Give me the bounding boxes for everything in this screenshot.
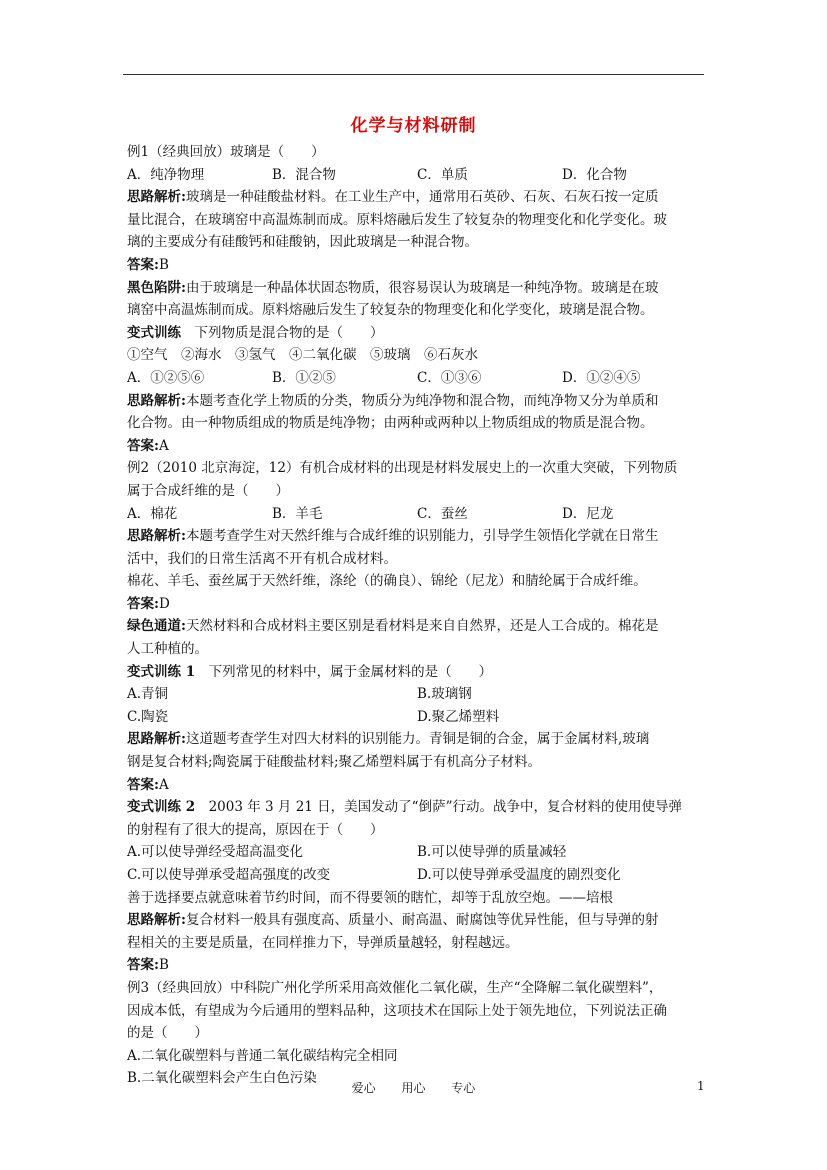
- text-line: 活中，我们的日常生活离不开有机合成材料。: [127, 550, 397, 567]
- labeled-line: [127, 774, 707, 797]
- labeled-line: [127, 615, 707, 638]
- option-text: A.青铜: [127, 686, 169, 703]
- labeled-line: [127, 909, 707, 932]
- text-line: 的射程有了很大的提高，原因在于（ ）: [127, 821, 384, 838]
- text-line: 例3（经典回放）中科院广州化学所采用高效催化二氧化碳，生产“全降解二氧化碳塑料”，: [127, 979, 663, 996]
- labeled-line: [127, 322, 707, 345]
- option-text: C.陶瓷: [127, 708, 169, 725]
- option-text: D.聚乙烯塑料: [417, 708, 500, 725]
- option-text: C.可以使导弹承受超高强度的改变: [127, 867, 331, 883]
- line-text: 本题考查学生对天然纤维与合成纤维的识别能力，引导学生领悟化学就在日常生: [185, 528, 659, 545]
- page-title: 化学与材料研制: [350, 116, 477, 136]
- option-text: B.玻璃钢: [417, 686, 472, 703]
- line-text: A: [158, 437, 169, 454]
- text-line: ①空气 ②海水 ③氢气 ④二氧化碳 ⑤玻璃 ⑥石灰水: [127, 347, 478, 364]
- line-text: 复合材料一般具有强度高、质量小、耐高温、耐腐蚀等优异性能，但与导弹的射: [185, 912, 659, 929]
- line-text: 下列物质是混合物的是（ ）: [181, 324, 384, 341]
- text-line: 化合物。由一种物质组成的物质是纯净物；由两种或两种以上物质组成的物质是混合物。: [127, 415, 654, 432]
- line-text: 下列常见的材料中，属于金属材料的是（ ）: [195, 663, 493, 680]
- line-label: 思路解析:: [127, 912, 186, 929]
- line-text: 玻璃是一种硅酸盐材料。在工业生产中，通常用石英砂、石灰、石灰石按一定质: [185, 189, 659, 206]
- line-label: 思路解析:: [127, 189, 186, 206]
- labeled-line: [127, 525, 707, 548]
- option-row: [127, 841, 707, 864]
- text-line: 的是（ ）: [127, 1025, 208, 1042]
- labeled-line: [127, 254, 707, 277]
- text-line: B.二氧化碳塑料会产生白色污染: [127, 1070, 317, 1087]
- line-label: 思路解析:: [127, 392, 186, 409]
- line-text: 这道题考查学生对四大材料的识别能力。青铜是铜的合金，属于金属材料,玻璃: [185, 731, 650, 748]
- line-label: 变式训练 1: [127, 663, 196, 680]
- text-line: 例2（2010 北京海淀，12）有机合成材料的出现是材料发展史上的一次重大突破，下列物质: [127, 460, 678, 477]
- labeled-line: [127, 954, 707, 977]
- line-text: 2003 年 3 月 21 日，美国发动了“倒萨”行动。战争中，复合材料的使用使导弹: [195, 799, 682, 816]
- document-body: [127, 141, 707, 1090]
- option-text: B.可以使导弹的质量减轻: [417, 844, 567, 861]
- option-row: [127, 706, 707, 729]
- line-label: 答案:: [127, 957, 159, 974]
- page-number: 1: [697, 1079, 705, 1093]
- option-row: [127, 367, 707, 390]
- labeled-line: [127, 186, 707, 209]
- line-label: 思路解析:: [127, 731, 186, 748]
- header-rule: [123, 74, 704, 75]
- option-row: [127, 864, 707, 887]
- option-text: D.可以使导弹承受温度的剧烈变化: [417, 867, 621, 883]
- labeled-line: [127, 390, 707, 413]
- line-text: B: [158, 957, 169, 974]
- option-text: D．①②④⑤: [562, 369, 641, 386]
- option-text: A．①②⑤⑥: [127, 369, 205, 386]
- line-text: 天然材料和合成材料主要区别是看材料是来自自然界，还是人工合成的。棉花是: [185, 618, 659, 635]
- line-label: 思路解析:: [127, 528, 186, 545]
- line-label: 答案:: [127, 256, 159, 273]
- text-line: 璃的主要成分有硅酸钙和硅酸钠，因此玻璃是一种混合物。: [127, 234, 478, 251]
- line-text: B: [158, 256, 169, 273]
- text-line: 属于合成纤维的是（ ）: [127, 482, 289, 499]
- line-label: 答案:: [127, 437, 159, 454]
- line-label: 变式训练: [127, 324, 181, 341]
- text-line: A.二氧化碳塑料与普通二氧化碳结构完全相同: [127, 1047, 398, 1064]
- line-text: 本题考查化学上物质的分类，物质分为纯净物和混合物，而纯净物又分为单质和: [185, 392, 659, 409]
- labeled-line: [127, 593, 707, 616]
- line-label: 答案:: [127, 595, 159, 612]
- labeled-line: [127, 728, 707, 751]
- text-line: 棉花、羊毛、蚕丝属于天然纤维，涤纶（的确良）、锦纶（尼龙）和腈纶属于合成纤维。: [127, 573, 647, 590]
- option-text: A.可以使导弹经受超高温变化: [127, 844, 304, 861]
- text-line: 程相关的主要是质量，在同样推力下，导弹质量越轻，射程越远。: [127, 934, 519, 951]
- option-text: D．尼龙: [562, 505, 614, 522]
- line-label: 黑色陷阱:: [127, 279, 186, 296]
- text-line: 钢是复合材料;陶瓷属于硅酸盐材料;聚乙烯塑料属于有机高分子材料。: [127, 754, 542, 771]
- option-text: C．单质: [417, 166, 468, 183]
- text-line: 人工种植的。: [127, 641, 208, 658]
- option-text: B．混合物: [272, 166, 336, 183]
- line-text: 由于玻璃是一种晶体状固态物质，很容易误认为玻璃是一种纯净物。玻璃是在玻: [185, 279, 659, 296]
- option-row: [127, 164, 707, 187]
- labeled-line: [127, 435, 707, 458]
- text-line: 量比混合，在玻璃窑中高温炼制而成。原料熔融后发生了较复杂的物理变化和化学变化。玻: [127, 211, 667, 228]
- option-text: A．纯净物理: [127, 166, 205, 183]
- text-line: 璃窑中高温炼制而成。原料熔融后发生了较复杂的物理变化和化学变化，玻璃是混合物。: [127, 302, 654, 319]
- option-text: B．①②⑤: [272, 369, 336, 386]
- line-label: 变式训练 2: [127, 799, 196, 816]
- text-line: 因成本低，有望成为今后通用的塑料品种，这项技术在国际上处于领先地位，下列说法正确: [127, 1002, 667, 1019]
- text-line: 善于选择要点就意味着节约时间，而不得要领的瞎忙，却等于乱放空炮。——培根: [127, 889, 613, 906]
- option-text: C．蚕丝: [417, 505, 468, 522]
- option-text: D．化合物: [562, 166, 627, 183]
- option-text: C．①③⑥: [417, 369, 482, 386]
- option-text: B．羊毛: [272, 505, 323, 522]
- labeled-line: [127, 796, 707, 819]
- footer-text: 爱心 用心 专心: [351, 1081, 476, 1095]
- line-label: 答案:: [127, 776, 159, 793]
- option-text: A．棉花: [127, 505, 178, 522]
- labeled-line: [127, 661, 707, 684]
- line-label: 绿色通道:: [127, 618, 186, 635]
- text-line: 例1（经典回放）玻璃是（ ）: [127, 144, 325, 160]
- line-text: A: [158, 776, 169, 793]
- option-row: [127, 683, 707, 706]
- option-row: [127, 503, 707, 526]
- line-text: D: [158, 595, 170, 612]
- labeled-line: [127, 277, 707, 300]
